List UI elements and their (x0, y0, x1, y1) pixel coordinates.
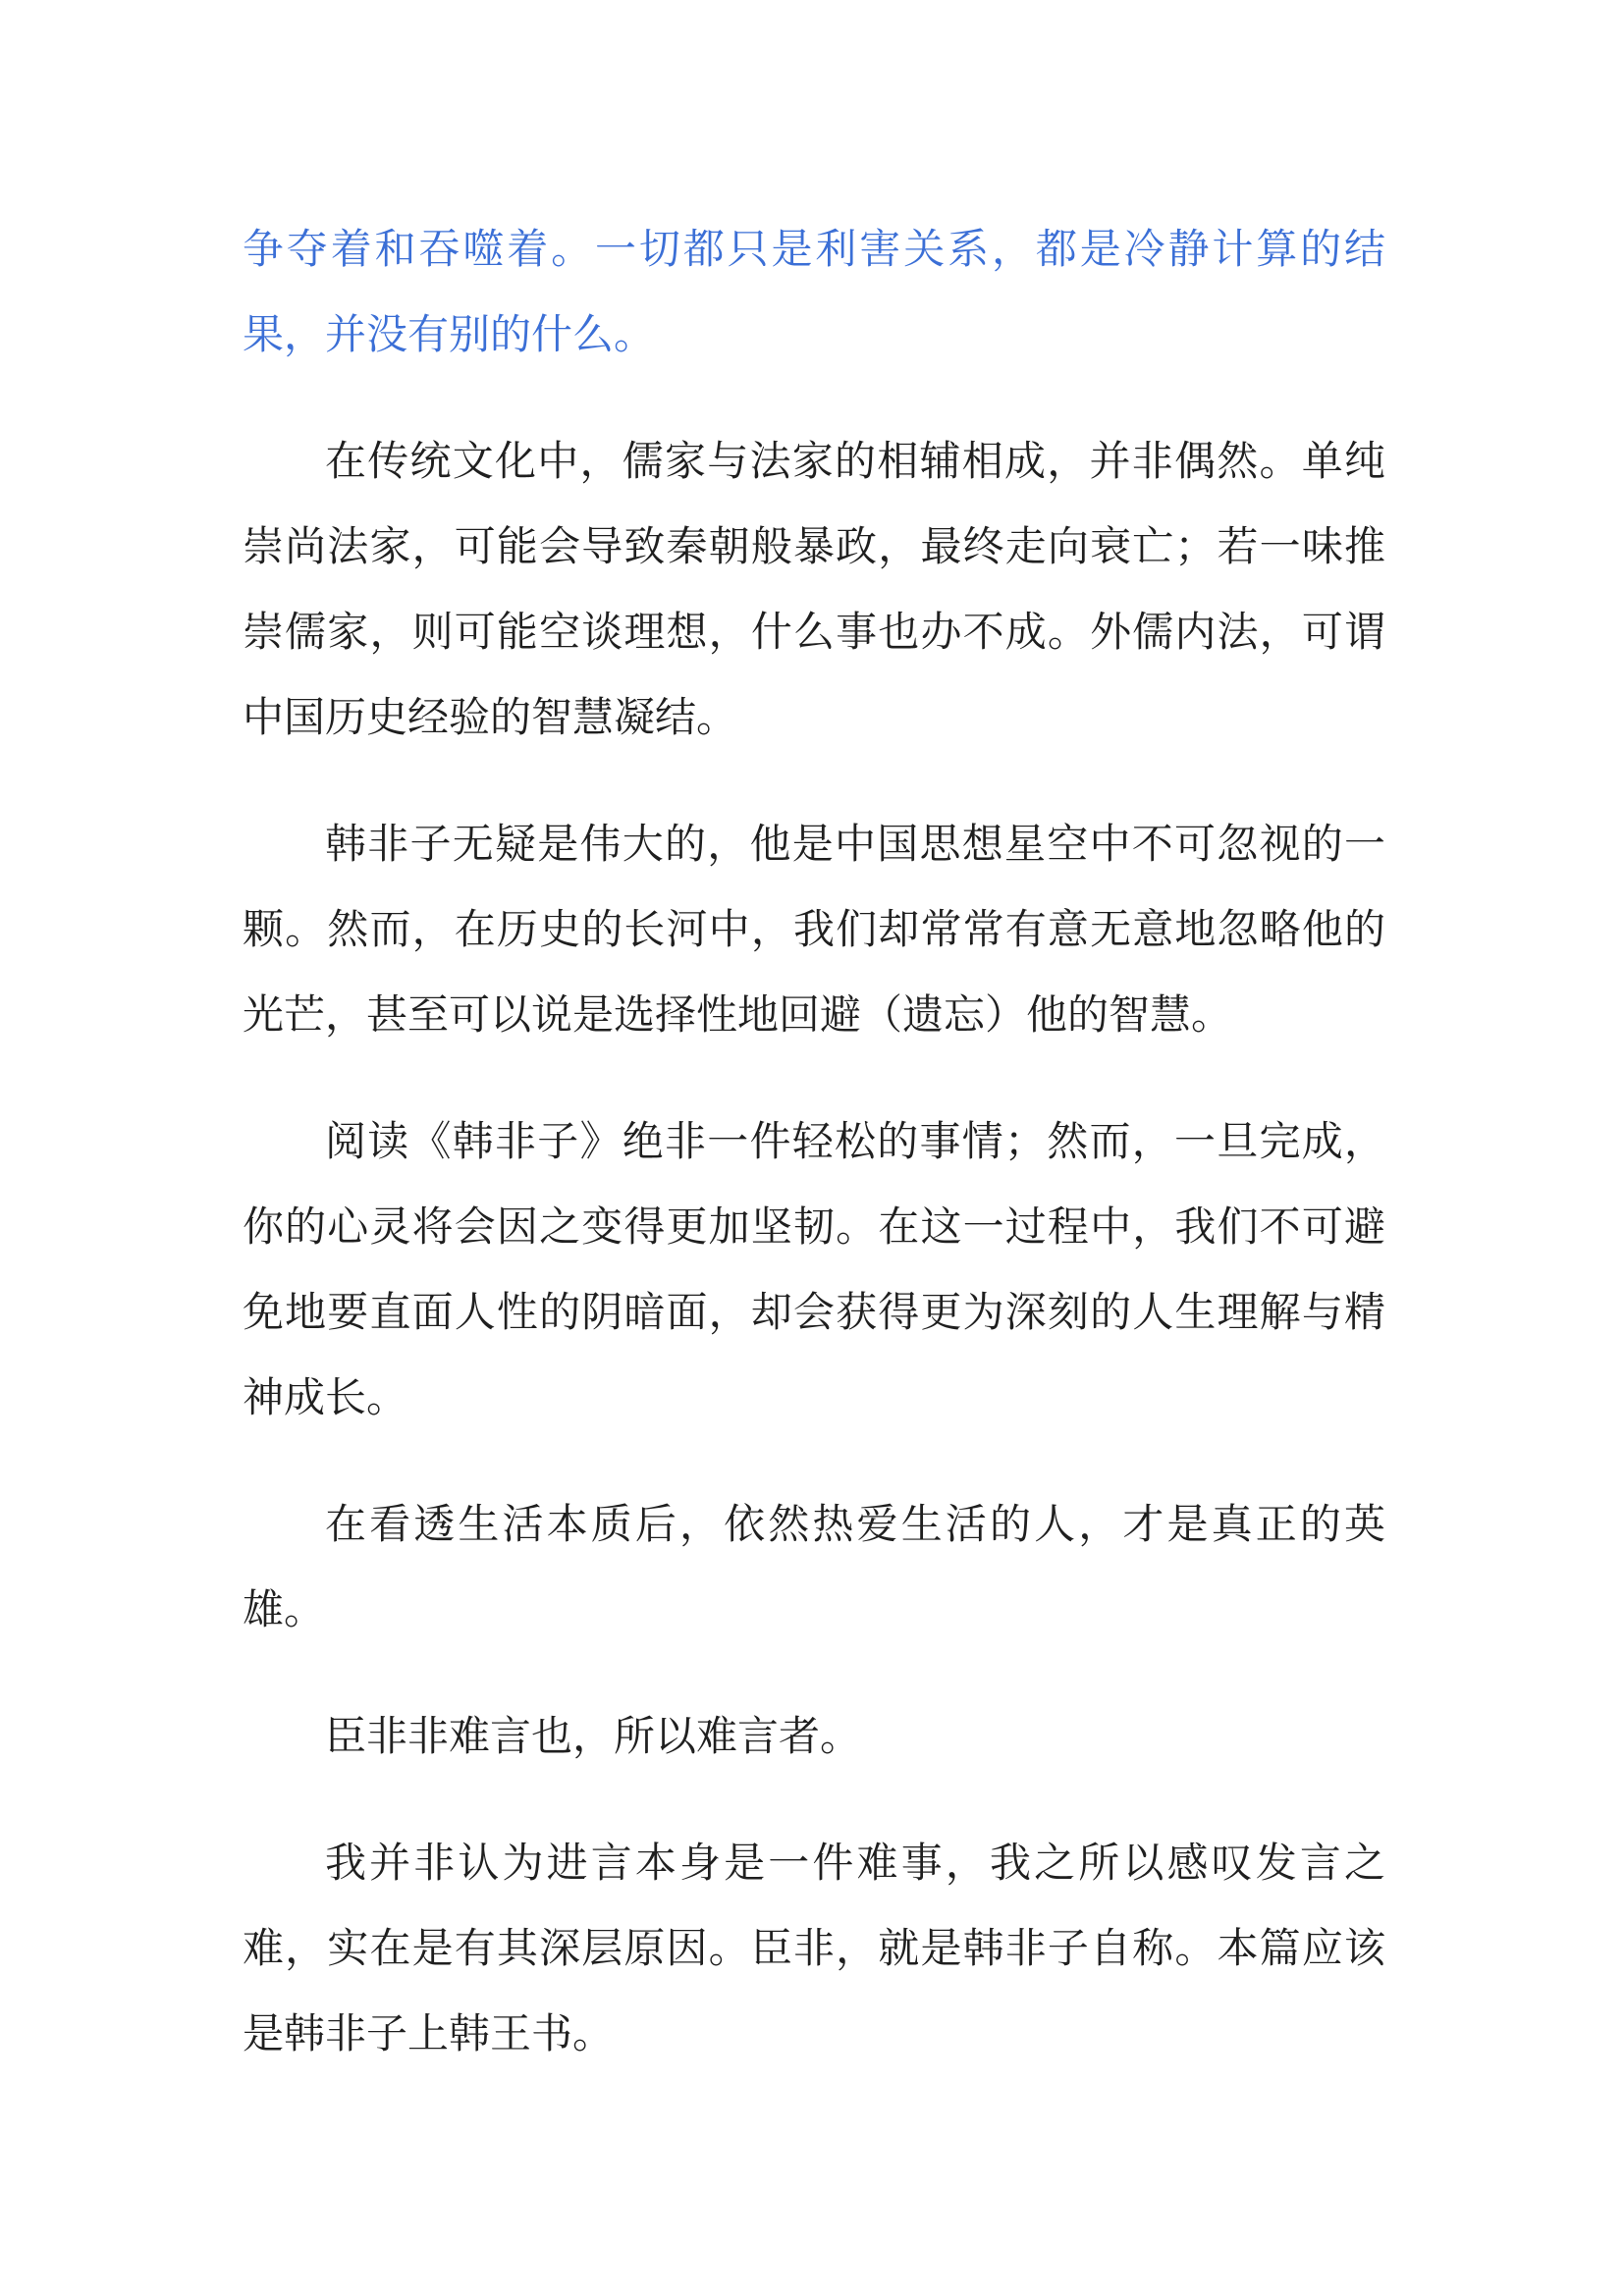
document-body (243, 206, 1385, 2117)
paragraph-classical-quote: 臣非非难言也，所以难言者。 (325, 1712, 862, 1760)
paragraph-confucian-legalist: 在传统文化中，儒家与法家的相辅相成，并非偶然。单纯崇尚法家，可能会导致秦朝般暴政，最终走向衰亡；若一味推崇儒家，则可能空谈理想，什么事也办不成。外儒内法，可谓中国历史经验的智慧凝结。 (243, 437, 1385, 741)
paragraph-true-hero: 在看透生活本质后，依然热爱生活的人，才是真正的英雄。 (243, 1500, 1385, 1633)
paragraph-han-feizi-greatness: 韩非子无疑是伟大的，他是中国思想星空中不可忽视的一颗。然而，在历史的长河中，我们却常常有意无意地忽略他的光芒，甚至可以说是选择性地回避（遗忘）他的智慧。 (243, 820, 1385, 1039)
paragraph-reading-han-feizi: 阅读《韩非子》绝非一件轻松的事情；然而，一旦完成，你的心灵将会因之变得更加坚韧。在这一过程中，我们不可避免地要直面人性的阴暗面，却会获得更为深刻的人生理解与精神成长。 (243, 1117, 1385, 1421)
paragraph-highlighted-quote: 争夺着和吞噬着。一切都只是利害关系，都是冷静计算的结果，并没有别的什么。 (243, 225, 1385, 358)
paragraph-quote-explanation: 我并非认为进言本身是一件难事，我之所以感叹发言之难，实在是有其深层原因。臣非，就是韩非子自称。本篇应该是韩非子上韩王书。 (243, 1839, 1385, 2057)
